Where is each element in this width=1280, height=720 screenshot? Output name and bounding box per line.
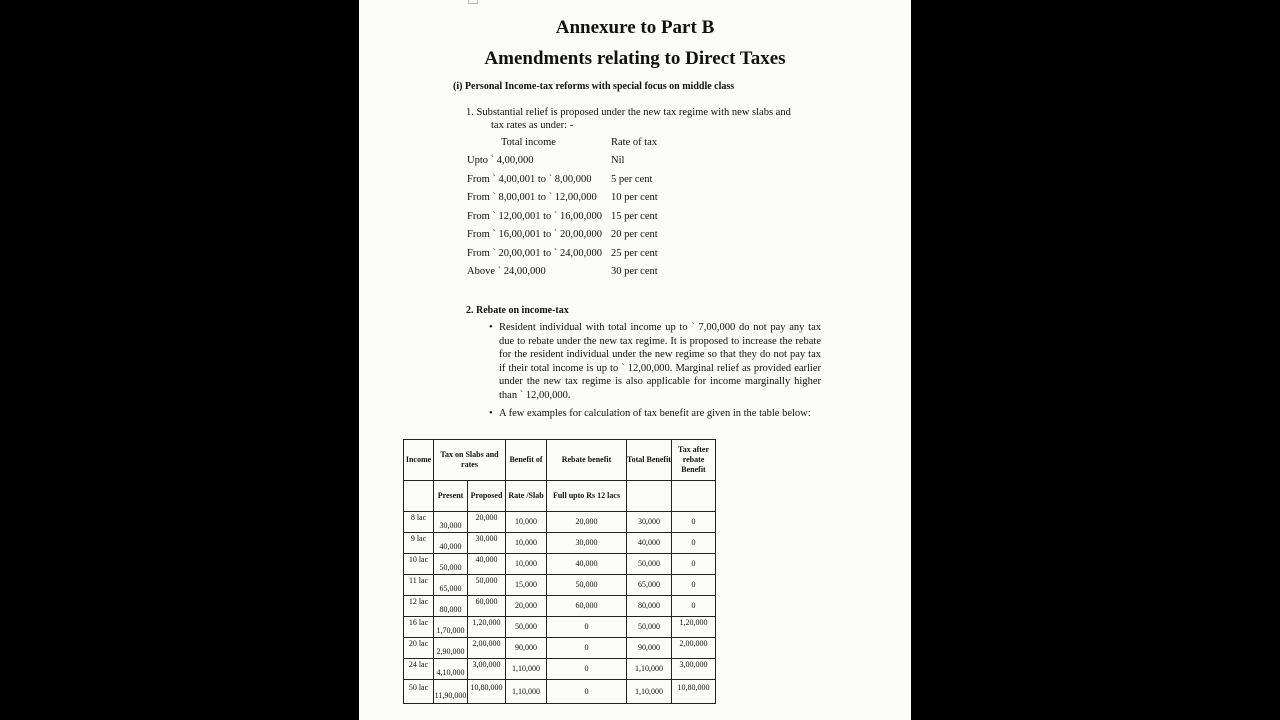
cell-present: 65,000 bbox=[439, 584, 462, 593]
cell-total-cell bbox=[627, 638, 672, 659]
cell-rate-slab: 50,000 bbox=[515, 622, 537, 631]
subheader-rate-slab: Rate /Slab bbox=[506, 481, 547, 512]
cell-present: 1,70,000 bbox=[436, 626, 465, 635]
cell-present: 80,000 bbox=[439, 605, 462, 614]
cell-proposed-cell bbox=[468, 575, 506, 596]
cell-rate-slab-cell bbox=[506, 575, 547, 596]
bullet-rebate-text bbox=[489, 321, 821, 402]
cell-rebate: 60,000 bbox=[575, 601, 598, 610]
cell-rebate-cell bbox=[547, 533, 627, 554]
cell-rate-slab: 10,000 bbox=[515, 517, 537, 526]
cell-tax-after-cell bbox=[672, 512, 716, 533]
cell-income-cell bbox=[404, 512, 434, 533]
slab-rate: Nil bbox=[611, 155, 625, 166]
cell-tax-after: 3,00,000 bbox=[679, 660, 708, 669]
slab-income: From ` 12,00,001 to ` 16,00,000 bbox=[467, 211, 603, 222]
cell-rebate: 30,000 bbox=[575, 538, 598, 547]
cell-total: 1,10,000 bbox=[635, 664, 663, 673]
table-row bbox=[404, 533, 716, 554]
table-row bbox=[404, 617, 716, 638]
cell-rebate-cell bbox=[547, 596, 627, 617]
cell-income: 16 lac bbox=[408, 618, 429, 627]
slab-rate: 5 per cent bbox=[611, 174, 653, 185]
cell-present: 30,000 bbox=[439, 521, 462, 530]
cell-income-cell bbox=[404, 617, 434, 638]
cell-present-cell bbox=[434, 533, 468, 554]
slab-header-rate: Rate of tax bbox=[611, 137, 658, 148]
cell-tax-after: 0 bbox=[691, 517, 696, 526]
cell-present: 40,000 bbox=[439, 542, 462, 551]
cell-rate-slab: 10,000 bbox=[515, 538, 537, 547]
cell-tax-after-cell bbox=[672, 638, 716, 659]
table-header-row bbox=[404, 440, 716, 481]
cell-rebate: 20,000 bbox=[575, 517, 598, 526]
cell-proposed: 10,80,000 bbox=[470, 682, 503, 692]
subheader-empty bbox=[672, 481, 716, 512]
cell-income-cell bbox=[404, 680, 434, 704]
cell-income: 9 lac bbox=[410, 534, 427, 543]
subheader-present: Present bbox=[434, 481, 468, 512]
cell-total: 50,000 bbox=[638, 559, 660, 568]
cell-rate-slab-cell bbox=[506, 554, 547, 575]
header-rebate-benefit: Rebate benefit bbox=[547, 440, 627, 481]
subheader-empty bbox=[627, 481, 672, 512]
cell-tax-after-cell bbox=[672, 659, 716, 680]
table-row bbox=[404, 596, 716, 617]
cell-income-cell bbox=[404, 659, 434, 680]
cell-rate-slab-cell bbox=[506, 659, 547, 680]
cell-proposed: 60,000 bbox=[475, 597, 498, 606]
cell-rebate-cell bbox=[547, 680, 627, 704]
cell-proposed-cell bbox=[468, 638, 506, 659]
header-total-benefit: Total Benefit bbox=[627, 440, 672, 481]
cell-total: 1,10,000 bbox=[635, 686, 663, 696]
cell-tax-after: 0 bbox=[691, 538, 696, 547]
cell-tax-after-cell bbox=[672, 554, 716, 575]
slab-income: From ` 16,00,001 to ` 20,00,000 bbox=[467, 229, 603, 240]
item1-line2: tax rates as under: - bbox=[491, 120, 574, 131]
table-row bbox=[404, 575, 716, 596]
header-benefit-of: Benefit of bbox=[506, 440, 547, 481]
slab-header-income: Total income bbox=[501, 137, 556, 148]
cell-present-cell bbox=[434, 554, 468, 575]
cell-income-cell bbox=[404, 554, 434, 575]
subheader-full-upto: Full upto Rs 12 lacs bbox=[547, 481, 627, 512]
cell-present-cell bbox=[434, 680, 468, 704]
cell-proposed-cell bbox=[468, 659, 506, 680]
cell-income: 24 lac bbox=[408, 660, 429, 669]
cell-income: 20 lac bbox=[408, 639, 429, 648]
cell-present-cell bbox=[434, 596, 468, 617]
cell-tax-after: 10,80,000 bbox=[677, 682, 710, 692]
header-income: Income bbox=[404, 440, 434, 481]
table-row bbox=[404, 680, 716, 704]
slab-income: Upto ` 4,00,000 bbox=[467, 155, 534, 166]
cell-rate-slab-cell bbox=[506, 533, 547, 554]
cell-total: 50,000 bbox=[638, 622, 660, 631]
cell-proposed-cell bbox=[468, 596, 506, 617]
cell-rate-slab: 1,10,000 bbox=[512, 664, 540, 673]
cell-total: 65,000 bbox=[638, 580, 660, 589]
cell-rebate-cell bbox=[547, 575, 627, 596]
cell-proposed: 1,20,000 bbox=[472, 618, 501, 627]
cell-total: 80,000 bbox=[638, 601, 660, 610]
slab-rate: 20 per cent bbox=[611, 229, 658, 240]
bullet-dot: • bbox=[489, 408, 493, 419]
slab-rate: 15 per cent bbox=[611, 211, 658, 222]
cell-rate-slab: 20,000 bbox=[515, 601, 537, 610]
cell-tax-after-cell bbox=[672, 575, 716, 596]
slab-income: From ` 4,00,001 to ` 8,00,000 bbox=[467, 174, 592, 185]
cell-tax-after: 0 bbox=[691, 580, 696, 589]
cell-rebate: 0 bbox=[584, 622, 589, 631]
cell-rate-slab-cell bbox=[506, 512, 547, 533]
item1-line1: 1. Substantial relief is proposed under the new tax regime with new slabs and bbox=[466, 107, 791, 118]
cell-rebate-cell bbox=[547, 554, 627, 575]
slab-income: Above ` 24,00,000 bbox=[467, 266, 546, 277]
cell-present: 50,000 bbox=[439, 563, 462, 572]
cell-present-cell bbox=[434, 512, 468, 533]
cell-total-cell bbox=[627, 596, 672, 617]
header-tax-on-slabs: Tax on Slabs and rates bbox=[434, 440, 506, 481]
bullet1-text: Resident individual with total income up to ` 7,00,000 do not pay any tax due to rebate under the new tax regime. It is proposed to increase the rebate for the resident individual under the new regime so that they do not pay tax if their total income is up to ` 12,00,000. Marginal relief as provided earlier under the new tax regime is also applicable for income marginally higher than ` 12,00,000. bbox=[499, 322, 821, 401]
cell-income-cell bbox=[404, 638, 434, 659]
cell-tax-after-cell bbox=[672, 596, 716, 617]
cell-income: 8 lac bbox=[410, 513, 427, 522]
document-title: Annexure to Part B bbox=[555, 17, 715, 38]
cell-income-cell bbox=[404, 533, 434, 554]
cell-rebate: 40,000 bbox=[575, 559, 598, 568]
cell-rate-slab: 10,000 bbox=[515, 559, 537, 568]
cell-present: 4,10,000 bbox=[436, 668, 465, 677]
tax-benefit-table bbox=[403, 439, 716, 704]
cell-income-cell bbox=[404, 596, 434, 617]
cell-proposed-cell bbox=[468, 533, 506, 554]
subheader-proposed: Proposed bbox=[468, 481, 506, 512]
cell-total-cell bbox=[627, 512, 672, 533]
cell-rebate: 0 bbox=[584, 643, 589, 652]
item2-heading: 2. Rebate on income-tax bbox=[466, 305, 569, 316]
cell-present-cell bbox=[434, 575, 468, 596]
cell-total-cell bbox=[627, 554, 672, 575]
cell-total-cell bbox=[627, 533, 672, 554]
cell-rate-slab-cell bbox=[506, 617, 547, 638]
cell-rate-slab-cell bbox=[506, 596, 547, 617]
bullet-examples-text bbox=[489, 407, 821, 421]
document-subtitle: Amendments relating to Direct Taxes bbox=[484, 48, 786, 69]
slab-income: From ` 20,00,001 to ` 24,00,000 bbox=[467, 248, 603, 259]
cell-tax-after: 0 bbox=[691, 559, 696, 568]
slab-rate: 10 per cent bbox=[611, 192, 658, 203]
table-row bbox=[404, 638, 716, 659]
cell-rate-slab: 1,10,000 bbox=[512, 686, 540, 696]
cell-proposed: 30,000 bbox=[475, 534, 498, 543]
cell-rebate-cell bbox=[547, 617, 627, 638]
document-page bbox=[359, 0, 911, 720]
cell-present: 11,90,000 bbox=[434, 690, 467, 700]
table-body bbox=[404, 512, 716, 704]
cell-rebate-cell bbox=[547, 512, 627, 533]
cell-income: 50 lac bbox=[408, 682, 429, 692]
cell-rate-slab-cell bbox=[506, 638, 547, 659]
cell-tax-after: 2,00,000 bbox=[679, 639, 708, 648]
cell-total: 90,000 bbox=[638, 643, 660, 652]
page-corner-marker bbox=[468, 0, 478, 4]
cell-income-cell bbox=[404, 575, 434, 596]
cell-rate-slab: 15,000 bbox=[515, 580, 537, 589]
cell-rebate-cell bbox=[547, 659, 627, 680]
cell-proposed: 2,00,000 bbox=[472, 639, 501, 648]
cell-rate-slab-cell bbox=[506, 680, 547, 704]
cell-income: 11 lac bbox=[408, 576, 429, 585]
cell-present: 2,90,000 bbox=[436, 647, 465, 656]
cell-tax-after-cell bbox=[672, 680, 716, 704]
slab-rate: 30 per cent bbox=[611, 266, 658, 277]
table-row bbox=[404, 554, 716, 575]
cell-total: 40,000 bbox=[638, 538, 660, 547]
cell-present-cell bbox=[434, 617, 468, 638]
cell-tax-after: 0 bbox=[691, 601, 696, 610]
bullet2-text: A few examples for calculation of tax benefit are given in the table below: bbox=[499, 408, 811, 419]
cell-present-cell bbox=[434, 638, 468, 659]
cell-proposed: 20,000 bbox=[475, 513, 498, 522]
cell-proposed-cell bbox=[468, 617, 506, 638]
cell-proposed: 3,00,000 bbox=[472, 660, 501, 669]
cell-proposed-cell bbox=[468, 680, 506, 704]
slab-income: From ` 8,00,001 to ` 12,00,000 bbox=[467, 192, 597, 203]
section-heading: (i) Personal Income-tax reforms with special focus on middle class bbox=[453, 81, 735, 92]
cell-proposed-cell bbox=[468, 512, 506, 533]
header-tax-after-rebate: Tax after rebate Benefit bbox=[672, 440, 716, 481]
cell-present-cell bbox=[434, 659, 468, 680]
table-row bbox=[404, 659, 716, 680]
cell-rebate: 50,000 bbox=[575, 580, 598, 589]
bullet-dot: • bbox=[489, 322, 493, 333]
cell-total-cell bbox=[627, 659, 672, 680]
cell-proposed: 40,000 bbox=[475, 555, 498, 564]
cell-income: 12 lac bbox=[408, 597, 429, 606]
table-subheader-row bbox=[404, 481, 716, 512]
cell-tax-after-cell bbox=[672, 617, 716, 638]
cell-total-cell bbox=[627, 680, 672, 704]
cell-rate-slab: 90,000 bbox=[515, 643, 537, 652]
subheader-empty bbox=[404, 481, 434, 512]
cell-total-cell bbox=[627, 617, 672, 638]
cell-total-cell bbox=[627, 575, 672, 596]
cell-rebate-cell bbox=[547, 638, 627, 659]
cell-rebate: 0 bbox=[584, 664, 589, 673]
cell-tax-after-cell bbox=[672, 533, 716, 554]
cell-proposed: 50,000 bbox=[475, 576, 498, 585]
cell-proposed-cell bbox=[468, 554, 506, 575]
cell-total: 30,000 bbox=[638, 517, 660, 526]
cell-tax-after: 1,20,000 bbox=[679, 618, 708, 627]
table-row bbox=[404, 512, 716, 533]
slab-rate: 25 per cent bbox=[611, 248, 658, 259]
cell-rebate: 0 bbox=[584, 686, 589, 696]
cell-income: 10 lac bbox=[408, 555, 429, 564]
